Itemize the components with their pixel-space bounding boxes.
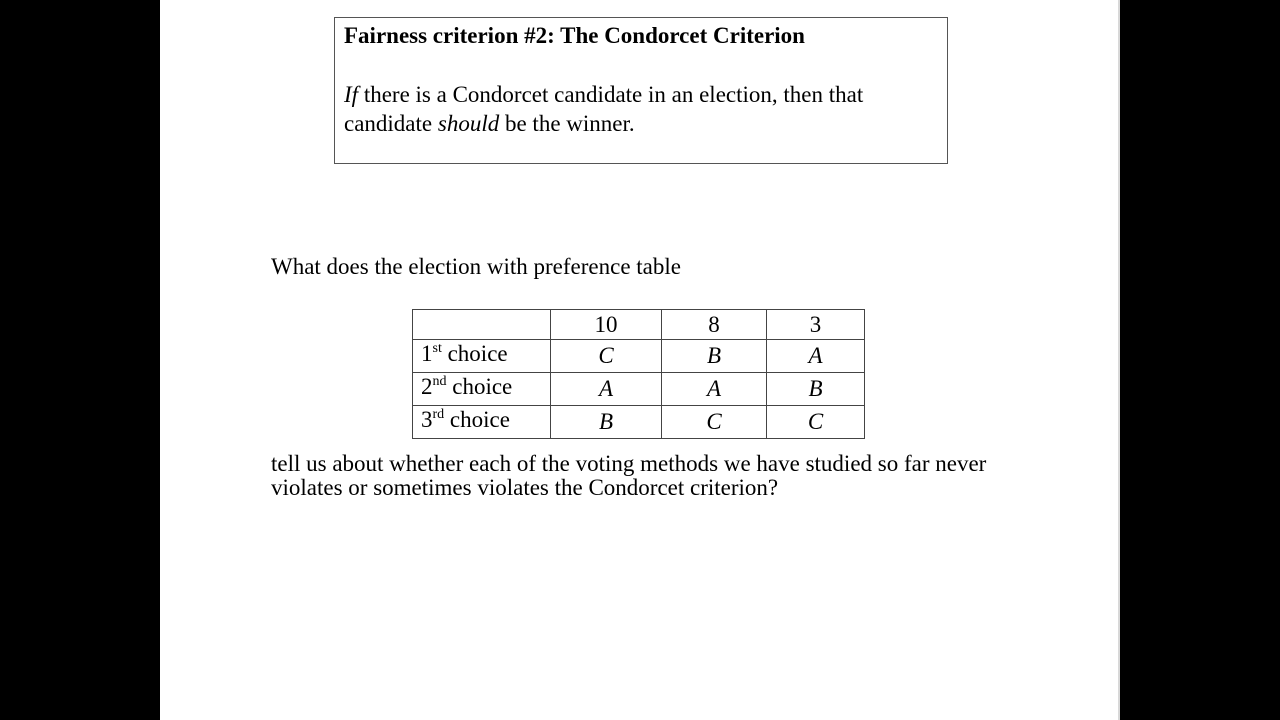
definition-if: If xyxy=(344,82,359,107)
row-label: 2nd choice xyxy=(413,373,551,406)
voter-count-cell: 8 xyxy=(662,310,767,340)
candidate-cell: C xyxy=(662,406,767,439)
candidate-cell: B xyxy=(551,406,662,439)
candidate-cell: A xyxy=(551,373,662,406)
document-page xyxy=(160,0,1118,720)
candidate-cell: B xyxy=(767,373,865,406)
candidate-cell: B xyxy=(662,340,767,373)
candidate-cell: C xyxy=(551,340,662,373)
candidate-cell: C xyxy=(767,406,865,439)
definition-text-1: there is a Condorcet candidate in an election, then that candidate xyxy=(344,82,864,136)
table-row xyxy=(413,373,865,406)
definition-box xyxy=(334,17,948,164)
preference-table xyxy=(412,309,865,439)
table-row xyxy=(413,406,865,439)
definition-title: Fairness criterion #2: The Condorcet Criterion xyxy=(344,23,805,48)
candidate-cell: A xyxy=(662,373,767,406)
table-header-row xyxy=(413,310,865,340)
definition-body xyxy=(344,80,938,138)
table-corner-cell xyxy=(413,310,551,340)
row-label: 3rd choice xyxy=(413,406,551,439)
question-intro: What does the election with preference table xyxy=(271,254,681,279)
page-edge-divider xyxy=(1118,0,1120,720)
question-outro: tell us about whether each of the voting methods we have studied so far never violates or sometimes violates the Condorcet criterion? xyxy=(271,451,987,500)
definition-text-2: be the winner. xyxy=(499,111,635,136)
candidate-cell: A xyxy=(767,340,865,373)
voter-count-cell: 3 xyxy=(767,310,865,340)
voter-count-cell: 10 xyxy=(551,310,662,340)
table-row xyxy=(413,340,865,373)
row-label: 1st choice xyxy=(413,340,551,373)
definition-should: should xyxy=(437,111,500,136)
